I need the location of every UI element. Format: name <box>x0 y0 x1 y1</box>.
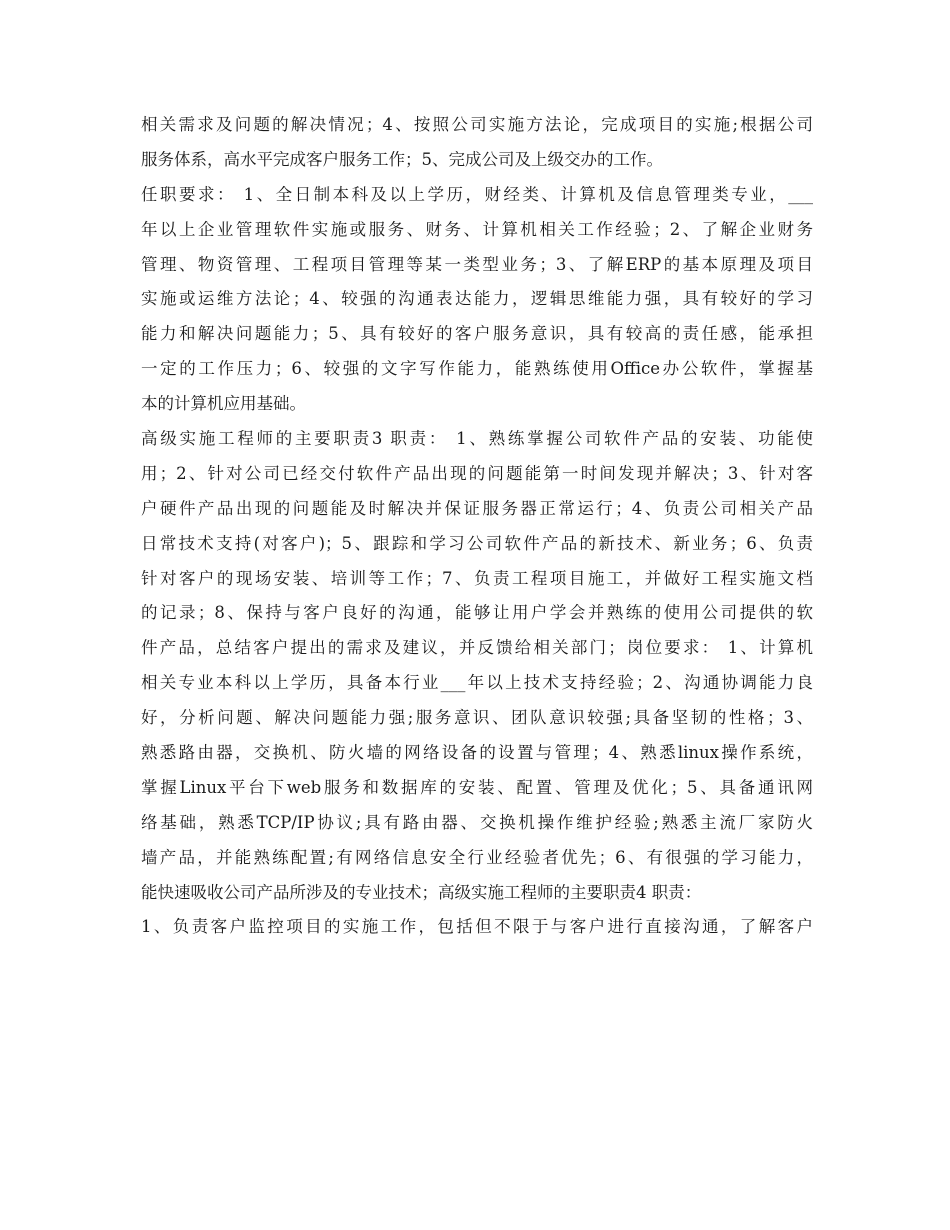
document-body <box>141 108 813 945</box>
text-line: 一定的工作压力；6、较强的文字写作能力，能熟练使用Office办公软件，掌握基 <box>141 359 813 379</box>
text-line: 件产品，总结客户提出的需求及建议，并反馈给相关部门；岗位要求： 1、计算机 <box>141 638 813 658</box>
text-line: 本的计算机应用基础。 <box>141 394 306 414</box>
text-line: 络基础，熟悉TCP/IP协议;具有路由器、交换机操作维护经验;熟悉主流厂家防火 <box>141 812 813 832</box>
text-line: 墙产品，并能熟练配置;有网络信息安全行业经验者优先；6、有很强的学习能力， <box>141 847 813 867</box>
text-line: 任职要求： 1、全日制本科及以上学历，财经类、计算机及信息管理类专业，___ <box>141 184 813 204</box>
text-line: 熟悉路由器，交换机、防火墙的网络设备的设置与管理；4、熟悉linux操作系统， <box>141 743 813 763</box>
text-line: 的记录；8、保持与客户良好的沟通，能够让用户学会并熟练的使用公司提供的软 <box>141 603 813 623</box>
text-line: 高级实施工程师的主要职责3 职责： 1、熟练掌握公司软件产品的安装、功能使 <box>141 429 813 449</box>
text-line: 掌握Linux平台下web服务和数据库的安装、配置、管理及优化；5、具备通讯网 <box>141 777 813 797</box>
text-line: 日常技术支持(对客户)；5、跟踪和学习公司软件产品的新技术、新业务；6、负责 <box>141 533 813 553</box>
text-line: 能力和解决问题能力；5、具有较好的客户服务意识，具有较高的责任感，能承担 <box>141 324 813 344</box>
text-line: 针对客户的现场安装、培训等工作；7、负责工程项目施工，并做好工程实施文档 <box>141 568 813 588</box>
text-line: 好，分析问题、解决问题能力强;服务意识、团队意识较强;具备坚韧的性格；3、 <box>141 708 813 728</box>
text-line: 户硬件产品出现的问题能及时解决并保证服务器正常运行；4、负责公司相关产品 <box>141 498 813 518</box>
text-line: 相关专业本科以上学历，具备本行业___年以上技术支持经验；2、沟通协调能力良 <box>141 673 813 693</box>
text-line: 年以上企业管理软件实施或服务、财务、计算机相关工作经验；2、了解企业财务 <box>141 219 813 239</box>
text-line: 实施或运维方法论；4、较强的沟通表达能力，逻辑思维能力强，具有较好的学习 <box>141 289 813 309</box>
text-line: 用；2、针对公司已经交付软件产品出现的问题能第一时间发现并解决；3、针对客 <box>141 463 813 483</box>
text-line: 相关需求及问题的解决情况；4、按照公司实施方法论，完成项目的实施;根据公司 <box>141 115 813 134</box>
text-line: 能快速吸收公司产品所涉及的专业技术；高级实施工程师的主要职责4 职责： <box>141 882 702 902</box>
text-line: 1、负责客户监控项目的实施工作，包括但不限于与客户进行直接沟通，了解客户 <box>141 917 813 937</box>
text-line: 管理、物资管理、工程项目管理等某一类型业务；3、了解ERP的基本原理及项目 <box>141 254 813 274</box>
text-line: 服务体系，高水平完成客户服务工作；5、完成公司及上级交办的工作。 <box>141 149 663 169</box>
